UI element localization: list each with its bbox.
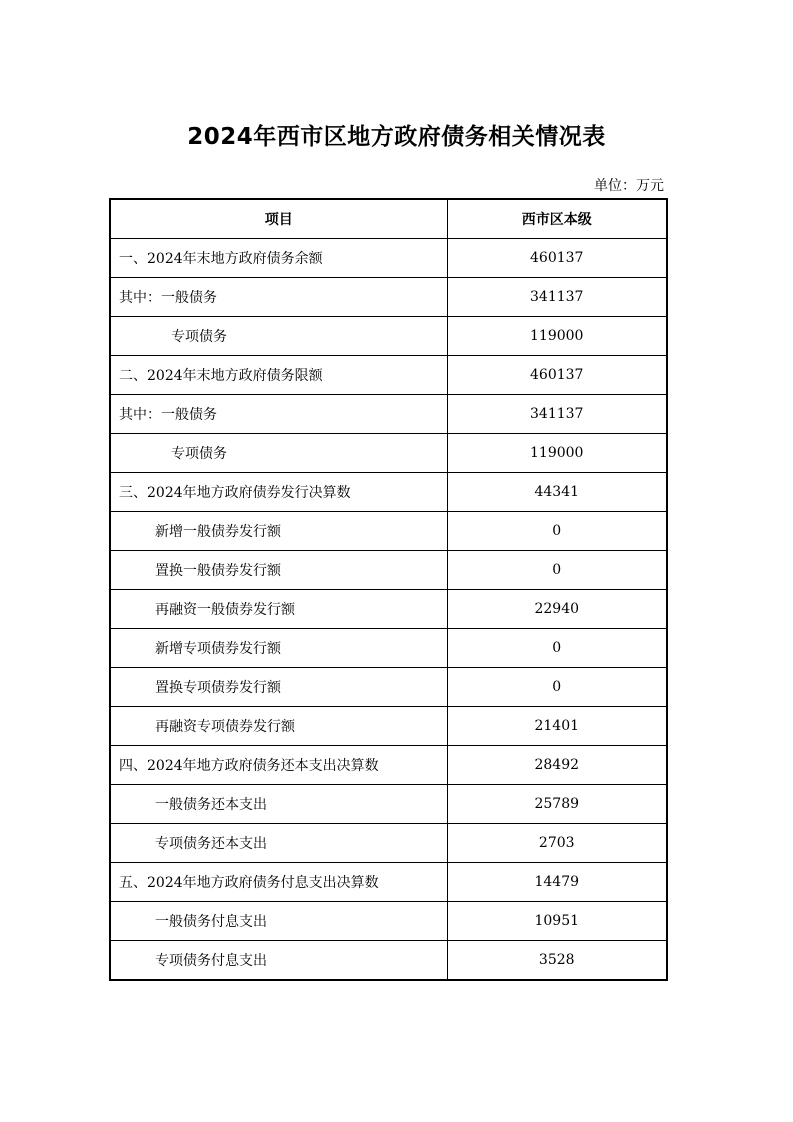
row-value: 0 (447, 668, 667, 707)
row-value: 3528 (447, 941, 667, 981)
row-item-label: 专项债务 (110, 434, 447, 473)
row-value: 0 (447, 512, 667, 551)
table-row (110, 863, 667, 902)
row-value: 119000 (447, 317, 667, 356)
row-item-label: 新增专项债券发行额 (110, 629, 447, 668)
row-value: 28492 (447, 746, 667, 785)
row-item-label: 三、2024年地方政府债券发行决算数 (110, 473, 447, 512)
table-header-row (110, 199, 667, 239)
table-row (110, 434, 667, 473)
row-value: 119000 (447, 434, 667, 473)
debt-table (109, 198, 668, 981)
row-item-label: 专项债务 (110, 317, 447, 356)
column-header-value: 西市区本级 (447, 199, 667, 239)
row-item-label: 一般债务还本支出 (110, 785, 447, 824)
table-row (110, 707, 667, 746)
table-row (110, 824, 667, 863)
row-value: 25789 (447, 785, 667, 824)
table-row (110, 551, 667, 590)
table-row (110, 278, 667, 317)
row-value: 460137 (447, 356, 667, 395)
row-item-label: 再融资专项债券发行额 (110, 707, 447, 746)
row-value: 341137 (447, 278, 667, 317)
row-value: 0 (447, 629, 667, 668)
table-row (110, 785, 667, 824)
row-item-label: 新增一般债券发行额 (110, 512, 447, 551)
table-row (110, 239, 667, 278)
table-row (110, 317, 667, 356)
table-row (110, 395, 667, 434)
row-item-label: 五、2024年地方政府债务付息支出决算数 (110, 863, 447, 902)
column-header-item: 项目 (110, 199, 447, 239)
table-row (110, 512, 667, 551)
table-row (110, 356, 667, 395)
row-item-label: 其中：一般债务 (110, 278, 447, 317)
row-value: 22940 (447, 590, 667, 629)
row-value: 0 (447, 551, 667, 590)
row-item-label: 置换一般债券发行额 (110, 551, 447, 590)
table-row (110, 902, 667, 941)
row-value: 460137 (447, 239, 667, 278)
row-item-label: 四、2024年地方政府债务还本支出决算数 (110, 746, 447, 785)
page-title: 2024年西市区地方政府债务相关情况表 (187, 124, 606, 150)
row-item-label: 专项债务付息支出 (110, 941, 447, 981)
row-item-label: 二、2024年末地方政府债务限额 (110, 356, 447, 395)
table-row (110, 746, 667, 785)
table-row (110, 590, 667, 629)
row-item-label: 一般债务付息支出 (110, 902, 447, 941)
row-value: 21401 (447, 707, 667, 746)
table-row (110, 941, 667, 981)
table-body (110, 239, 667, 981)
row-value: 2703 (447, 824, 667, 863)
row-item-label: 专项债务还本支出 (110, 824, 447, 863)
table-row (110, 629, 667, 668)
row-value: 14479 (447, 863, 667, 902)
unit-note: 单位：万元 (594, 178, 664, 194)
row-item-label: 其中：一般债务 (110, 395, 447, 434)
row-item-label: 置换专项债券发行额 (110, 668, 447, 707)
row-value: 44341 (447, 473, 667, 512)
row-value: 10951 (447, 902, 667, 941)
row-item-label: 再融资一般债券发行额 (110, 590, 447, 629)
row-value: 341137 (447, 395, 667, 434)
table-row (110, 473, 667, 512)
row-item-label: 一、2024年末地方政府债务余额 (110, 239, 447, 278)
table-row (110, 668, 667, 707)
